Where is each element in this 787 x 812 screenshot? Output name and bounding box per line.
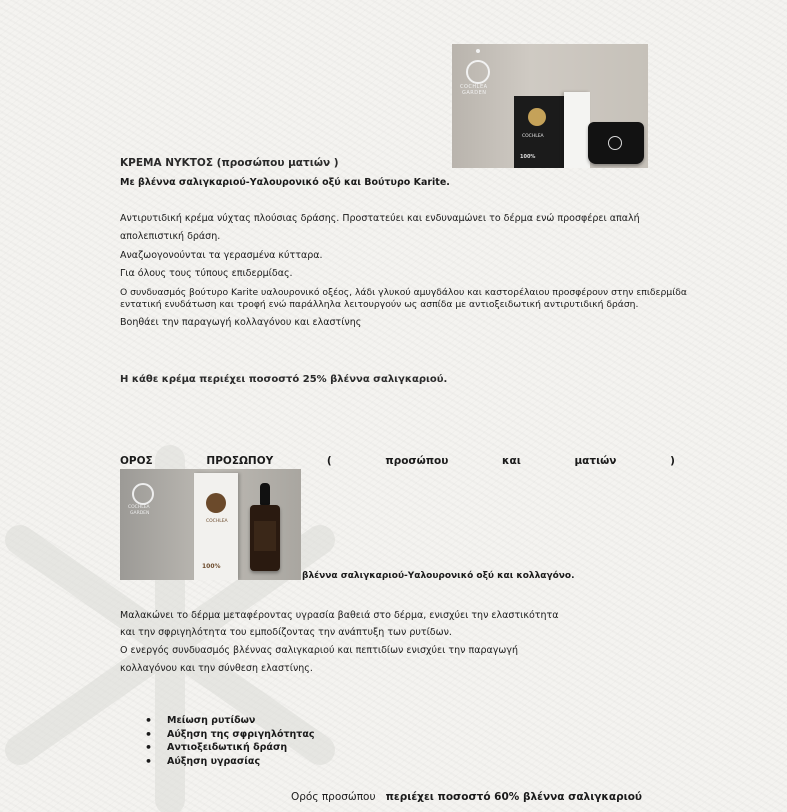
face-serum-snail-percentage-note <box>291 791 642 803</box>
brand-name-line2: GARDEN <box>462 90 487 96</box>
footer-bold-text: περιέχει ποσοστό 60% βλέννα σαλιγκαριού <box>385 791 643 803</box>
product-box-side <box>564 92 590 168</box>
logo-dots <box>476 49 480 53</box>
face-serum-title-word: ΠΡΟΣΩΠΟΥ <box>206 455 274 467</box>
night-cream-product-image <box>452 44 648 168</box>
jar-logo-icon <box>608 136 622 150</box>
face-serum-title-word: ( <box>326 455 332 467</box>
box-brand-text: COCHLEA <box>522 134 544 139</box>
night-cream-snail-percentage-note: Η κάθε κρέμα περιέχει ποσοστό 25% βλέννα σαλιγκαριού. <box>120 374 448 385</box>
brand-logo <box>466 60 490 84</box>
face-serum-paragraph: κολλαγόνου και την σύνθεση ελαστίνης. <box>120 663 313 674</box>
benefits-list <box>145 714 315 768</box>
serum-box-logo <box>206 493 226 513</box>
footer-prefix: Ορός προσώπου <box>291 791 376 803</box>
brand-name-line2: GARDEN <box>130 511 150 516</box>
face-serum-paragraph: Μαλακώνει το δέρμα μεταφέροντας υγρασία βαθειά στο δέρμα, ενισχύει την ελαστικότητα <box>120 610 559 621</box>
face-serum-title-word: και <box>502 455 521 467</box>
dropper-cap <box>260 483 270 505</box>
night-cream-paragraph: Αντιρυτιδική κρέμα νύχτας πλούσιας δράσης. Προστατεύει και ενδυναμώνει το δέρμα ενώ προσφέρει απαλή <box>120 213 640 224</box>
benefit-item: • Αντιοξειδωτική δράση <box>145 741 315 755</box>
face-serum-paragraph: και την σφριγηλότητα του εμποδίζοντας την ανάπτυξη των ρυτίδων. <box>120 627 452 638</box>
face-serum-product-image <box>120 469 301 580</box>
brand-logo <box>132 483 154 505</box>
bottle-label <box>254 521 276 551</box>
brand-name-line1: COCHLEA <box>460 84 488 90</box>
night-cream-paragraph: Αναζωογονούνται τα γερασμένα κύτταρα. <box>120 250 323 261</box>
benefit-item: • Μείωση ρυτίδων <box>145 714 315 728</box>
face-serum-title-word: ματιών <box>574 455 617 467</box>
night-cream-subtitle: Με βλέννα σαλιγκαριού-Υαλουρονικό οξύ και Βούτυρο Karite. <box>120 177 450 188</box>
face-serum-title <box>120 455 675 467</box>
face-serum-title-word: ΟΡΟΣ <box>120 455 153 467</box>
serum-box-brand-text: COCHLEA <box>206 519 228 524</box>
brand-name-line1: COCHLEA <box>128 505 150 510</box>
face-serum-title-word: προσώπου <box>385 455 449 467</box>
night-cream-paragraph: εντατική ενυδάτωση και τροφή ενώ παράλληλα λειτουργούν ως ασπίδα με αντιοξειδωτική αντιρυτιδική δράση. <box>120 299 639 310</box>
box-percent-label: 100% <box>520 154 536 160</box>
face-serum-subtitle: βλέννα σαλιγκαριού-Υαλουρονικό οξύ και κολλαγόνο. <box>302 571 575 581</box>
face-serum-title-word: ) <box>670 455 675 467</box>
box-logo-circle <box>528 108 546 126</box>
face-serum-paragraph: Ο ενεργός συνδυασμός βλέννας σαλιγκαριού και πεπτιδίων ενισχύει την παραγωγή <box>120 645 518 656</box>
night-cream-paragraph: Ο συνδυασμός βούτυρο Karite υαλουρονικό οξέος, λάδι γλυκού αμυγδάλου και καστορέλαιου προσφέρουν στην επιδερμίδα <box>120 287 687 298</box>
night-cream-title: ΚΡΕΜΑ ΝΥΚΤΟΣ (προσώπου ματιών ) <box>120 157 339 169</box>
night-cream-paragraph: Για όλους τους τύπους επιδερμίδας. <box>120 268 293 279</box>
serum-box-percent-label: 100% <box>202 563 221 570</box>
benefit-item: • Αύξηση της σφριγηλότητας <box>145 728 315 742</box>
benefit-item: • Αύξηση υγρασίας <box>145 755 315 769</box>
night-cream-paragraph: απολεπιστική δράση. <box>120 231 221 242</box>
night-cream-paragraph: Βοηθάει την παραγωγή κολλαγόνου και ελαστίνης <box>120 317 362 328</box>
